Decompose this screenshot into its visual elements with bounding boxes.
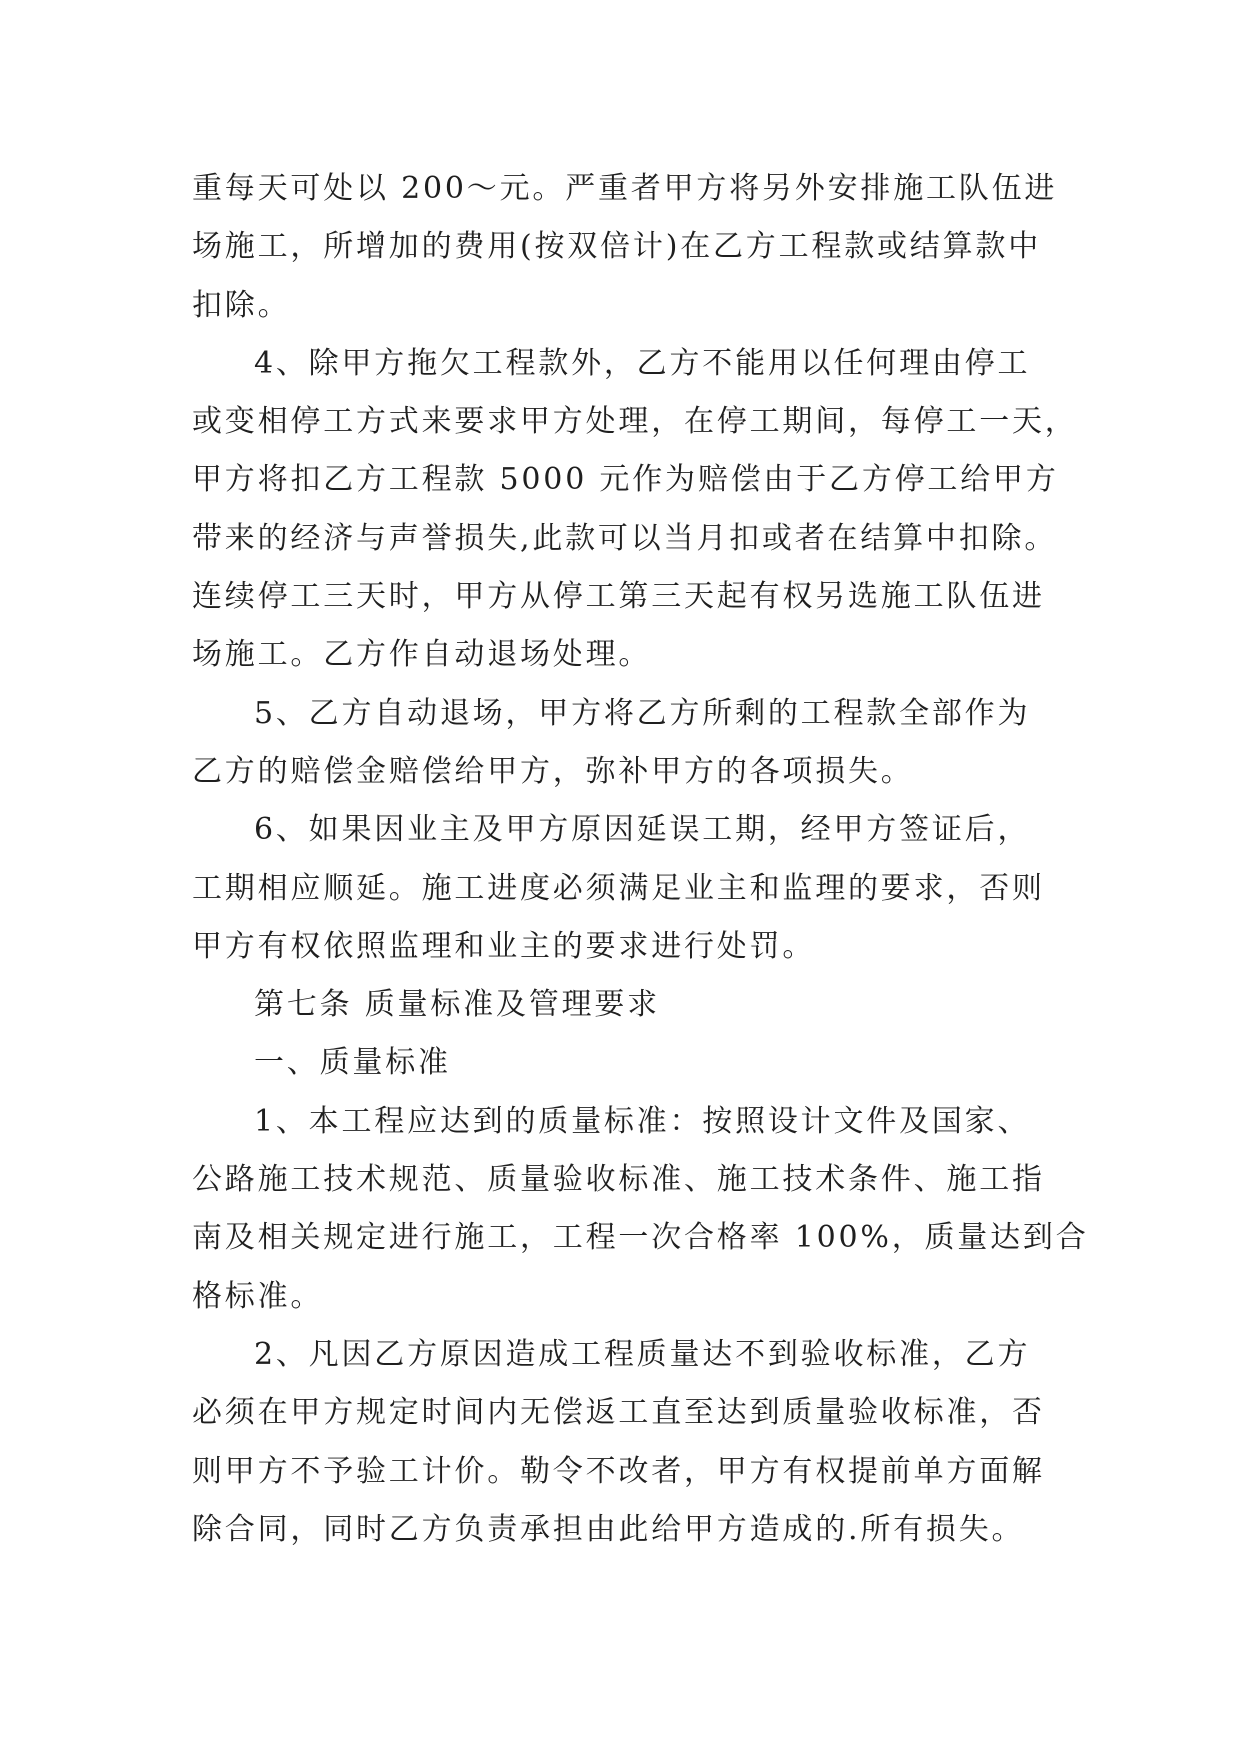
text-line: 工期相应顺延。施工进度必须满足业主和监理的要求，否则 (192, 870, 1045, 906)
text-line: 公路施工技术规范、质量验收标准、施工技术条件、施工指 (192, 1162, 1045, 1198)
text-line: 乙方的赔偿金赔偿给甲方，弥补甲方的各项损失。 (192, 753, 914, 789)
text-line: 除合同，同时乙方负责承担由此给甲方造成的.所有损失。 (192, 1511, 1025, 1547)
text-line: 4、除甲方拖欠工程款外，乙方不能用以任何理由停工 (254, 345, 1031, 381)
text-line: 6、如果因业主及甲方原因延误工期，经甲方签证后， (254, 812, 1031, 848)
text-line: 甲方将扣乙方工程款 5000 元作为赔偿由于乙方停工给甲方 (192, 462, 1059, 498)
text-line: 5、乙方自动退场，甲方将乙方所剩的工程款全部作为 (254, 695, 1031, 731)
text-line: 则甲方不予验工计价。勒令不改者，甲方有权提前单方面解 (192, 1453, 1045, 1489)
text-line: 甲方有权依照监理和业主的要求进行处罚。 (192, 928, 816, 964)
text-line: 必须在甲方规定时间内无偿返工直至达到质量验收标准，否 (192, 1395, 1045, 1431)
text-line: 格标准。 (192, 1278, 324, 1314)
text-line: 2、凡因乙方原因造成工程质量达不到验收标准，乙方 (254, 1336, 1031, 1372)
text-line: 带来的经济与声誉损失,此款可以当月扣或者在结算中扣除。 (192, 520, 1058, 556)
text-line: 或变相停工方式来要求甲方处理，在停工期间，每停工一天， (192, 404, 1078, 440)
text-line: 扣除。 (192, 287, 291, 323)
contract-text (192, 160, 1089, 1559)
text-line: 场施工，所增加的费用(按双倍计)在乙方工程款或结算款中 (192, 229, 1042, 265)
text-line: 第七条 质量标准及管理要求 (254, 987, 660, 1023)
text-line: 重每天可处以 200～元。严重者甲方将另外安排施工队伍进 (192, 171, 1058, 206)
text-line: 南及相关规定进行施工，工程一次合格率 100%，质量达到合 (192, 1220, 1089, 1256)
text-line: 场施工。乙方作自动退场处理。 (192, 637, 652, 673)
text-line: 一、质量标准 (254, 1045, 451, 1081)
text-line: 1、本工程应达到的质量标准：按照设计文件及国家、 (254, 1103, 1031, 1139)
text-line: 连续停工三天时，甲方从停工第三天起有权另选施工队伍进 (192, 579, 1045, 615)
